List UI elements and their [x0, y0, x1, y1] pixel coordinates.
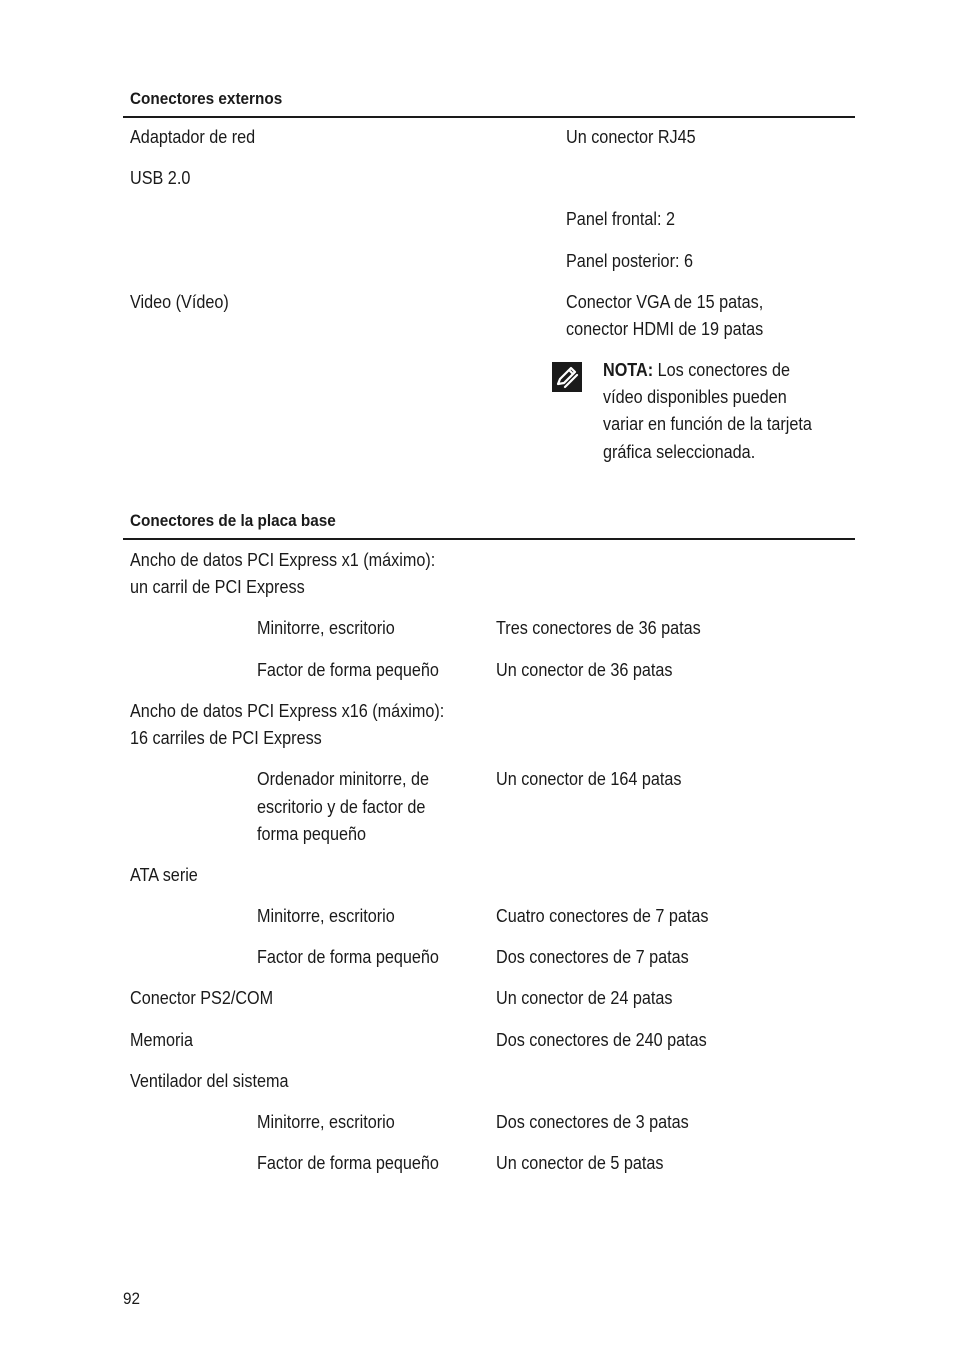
row-sublabel-pci-x16-line1: Ordenador minitorre, de: [257, 769, 429, 789]
page-number: 92: [123, 1289, 141, 1308]
row-sublabel-sata-sff: Factor de forma pequeño: [257, 947, 439, 967]
row-sublabel-fan-sff: Factor de forma pequeño: [257, 1153, 439, 1173]
row-value-pci-x1-minitower: Tres conectores de 36 patas: [496, 618, 701, 638]
row-sublabel-sata-minitower: Minitorre, escritorio: [257, 906, 395, 926]
row-value-video-line2: conector HDMI de 19 patas: [566, 319, 764, 339]
row-sublabel-pci-x16-line3: forma pequeño: [257, 824, 366, 844]
row-value-video-line1: Conector VGA de 15 patas,: [566, 292, 764, 312]
row-value-usb-front: Panel frontal: 2: [566, 209, 675, 229]
row-value-memory: Dos conectores de 240 patas: [496, 1030, 707, 1050]
row-value-network: Un conector RJ45: [566, 127, 696, 147]
note-line2: vídeo disponibles pueden: [603, 387, 787, 407]
row-label-video: Video (Vídeo): [130, 292, 229, 312]
section-title-external: Conectores externos: [130, 89, 283, 108]
row-value-pci-x16: Un conector de 164 patas: [496, 769, 682, 789]
row-value-sata-sff: Dos conectores de 7 patas: [496, 947, 689, 967]
pencil-note-icon: [552, 362, 582, 392]
note-line1: [603, 357, 790, 384]
row-label-pci-x16-line1: Ancho de datos PCI Express x16 (máximo):: [130, 701, 445, 721]
note-line3: variar en función de la tarjeta: [603, 414, 812, 434]
row-label-usb: USB 2.0: [130, 168, 191, 188]
note-label: NOTA:: [603, 360, 654, 380]
section-title-board: Conectores de la placa base: [130, 511, 336, 530]
section-divider: [123, 538, 855, 540]
note-text-1: Los conectores de: [653, 360, 790, 380]
row-label-pci-x1-line2: un carril de PCI Express: [130, 577, 305, 597]
row-sublabel-fan-minitower: Minitorre, escritorio: [257, 1112, 395, 1132]
row-value-pci-x1-sff: Un conector de 36 patas: [496, 660, 673, 680]
note-line4: gráfica seleccionada.: [603, 442, 756, 462]
row-value-fan-sff: Un conector de 5 patas: [496, 1153, 664, 1173]
row-label-network: Adaptador de red: [130, 127, 256, 147]
row-value-sata-minitower: Cuatro conectores de 7 patas: [496, 906, 709, 926]
row-value-fan-minitower: Dos conectores de 3 patas: [496, 1112, 689, 1132]
row-sublabel-pci-x1-minitower: Minitorre, escritorio: [257, 618, 395, 638]
row-value-usb-rear: Panel posterior: 6: [566, 251, 693, 271]
row-sublabel-pci-x1-sff: Factor de forma pequeño: [257, 660, 439, 680]
row-label-pci-x16-line2: 16 carriles de PCI Express: [130, 728, 322, 748]
row-label-pci-x1-line1: Ancho de datos PCI Express x1 (máximo):: [130, 550, 436, 570]
row-sublabel-pci-x16-line2: escritorio y de factor de: [257, 797, 426, 817]
row-value-ps2: Un conector de 24 patas: [496, 988, 673, 1008]
row-label-fan: Ventilador del sistema: [130, 1071, 289, 1091]
section-divider: [123, 116, 855, 118]
row-label-memory: Memoria: [130, 1030, 194, 1050]
row-label-sata: ATA serie: [130, 865, 198, 885]
row-label-ps2: Conector PS2/COM: [130, 988, 274, 1008]
